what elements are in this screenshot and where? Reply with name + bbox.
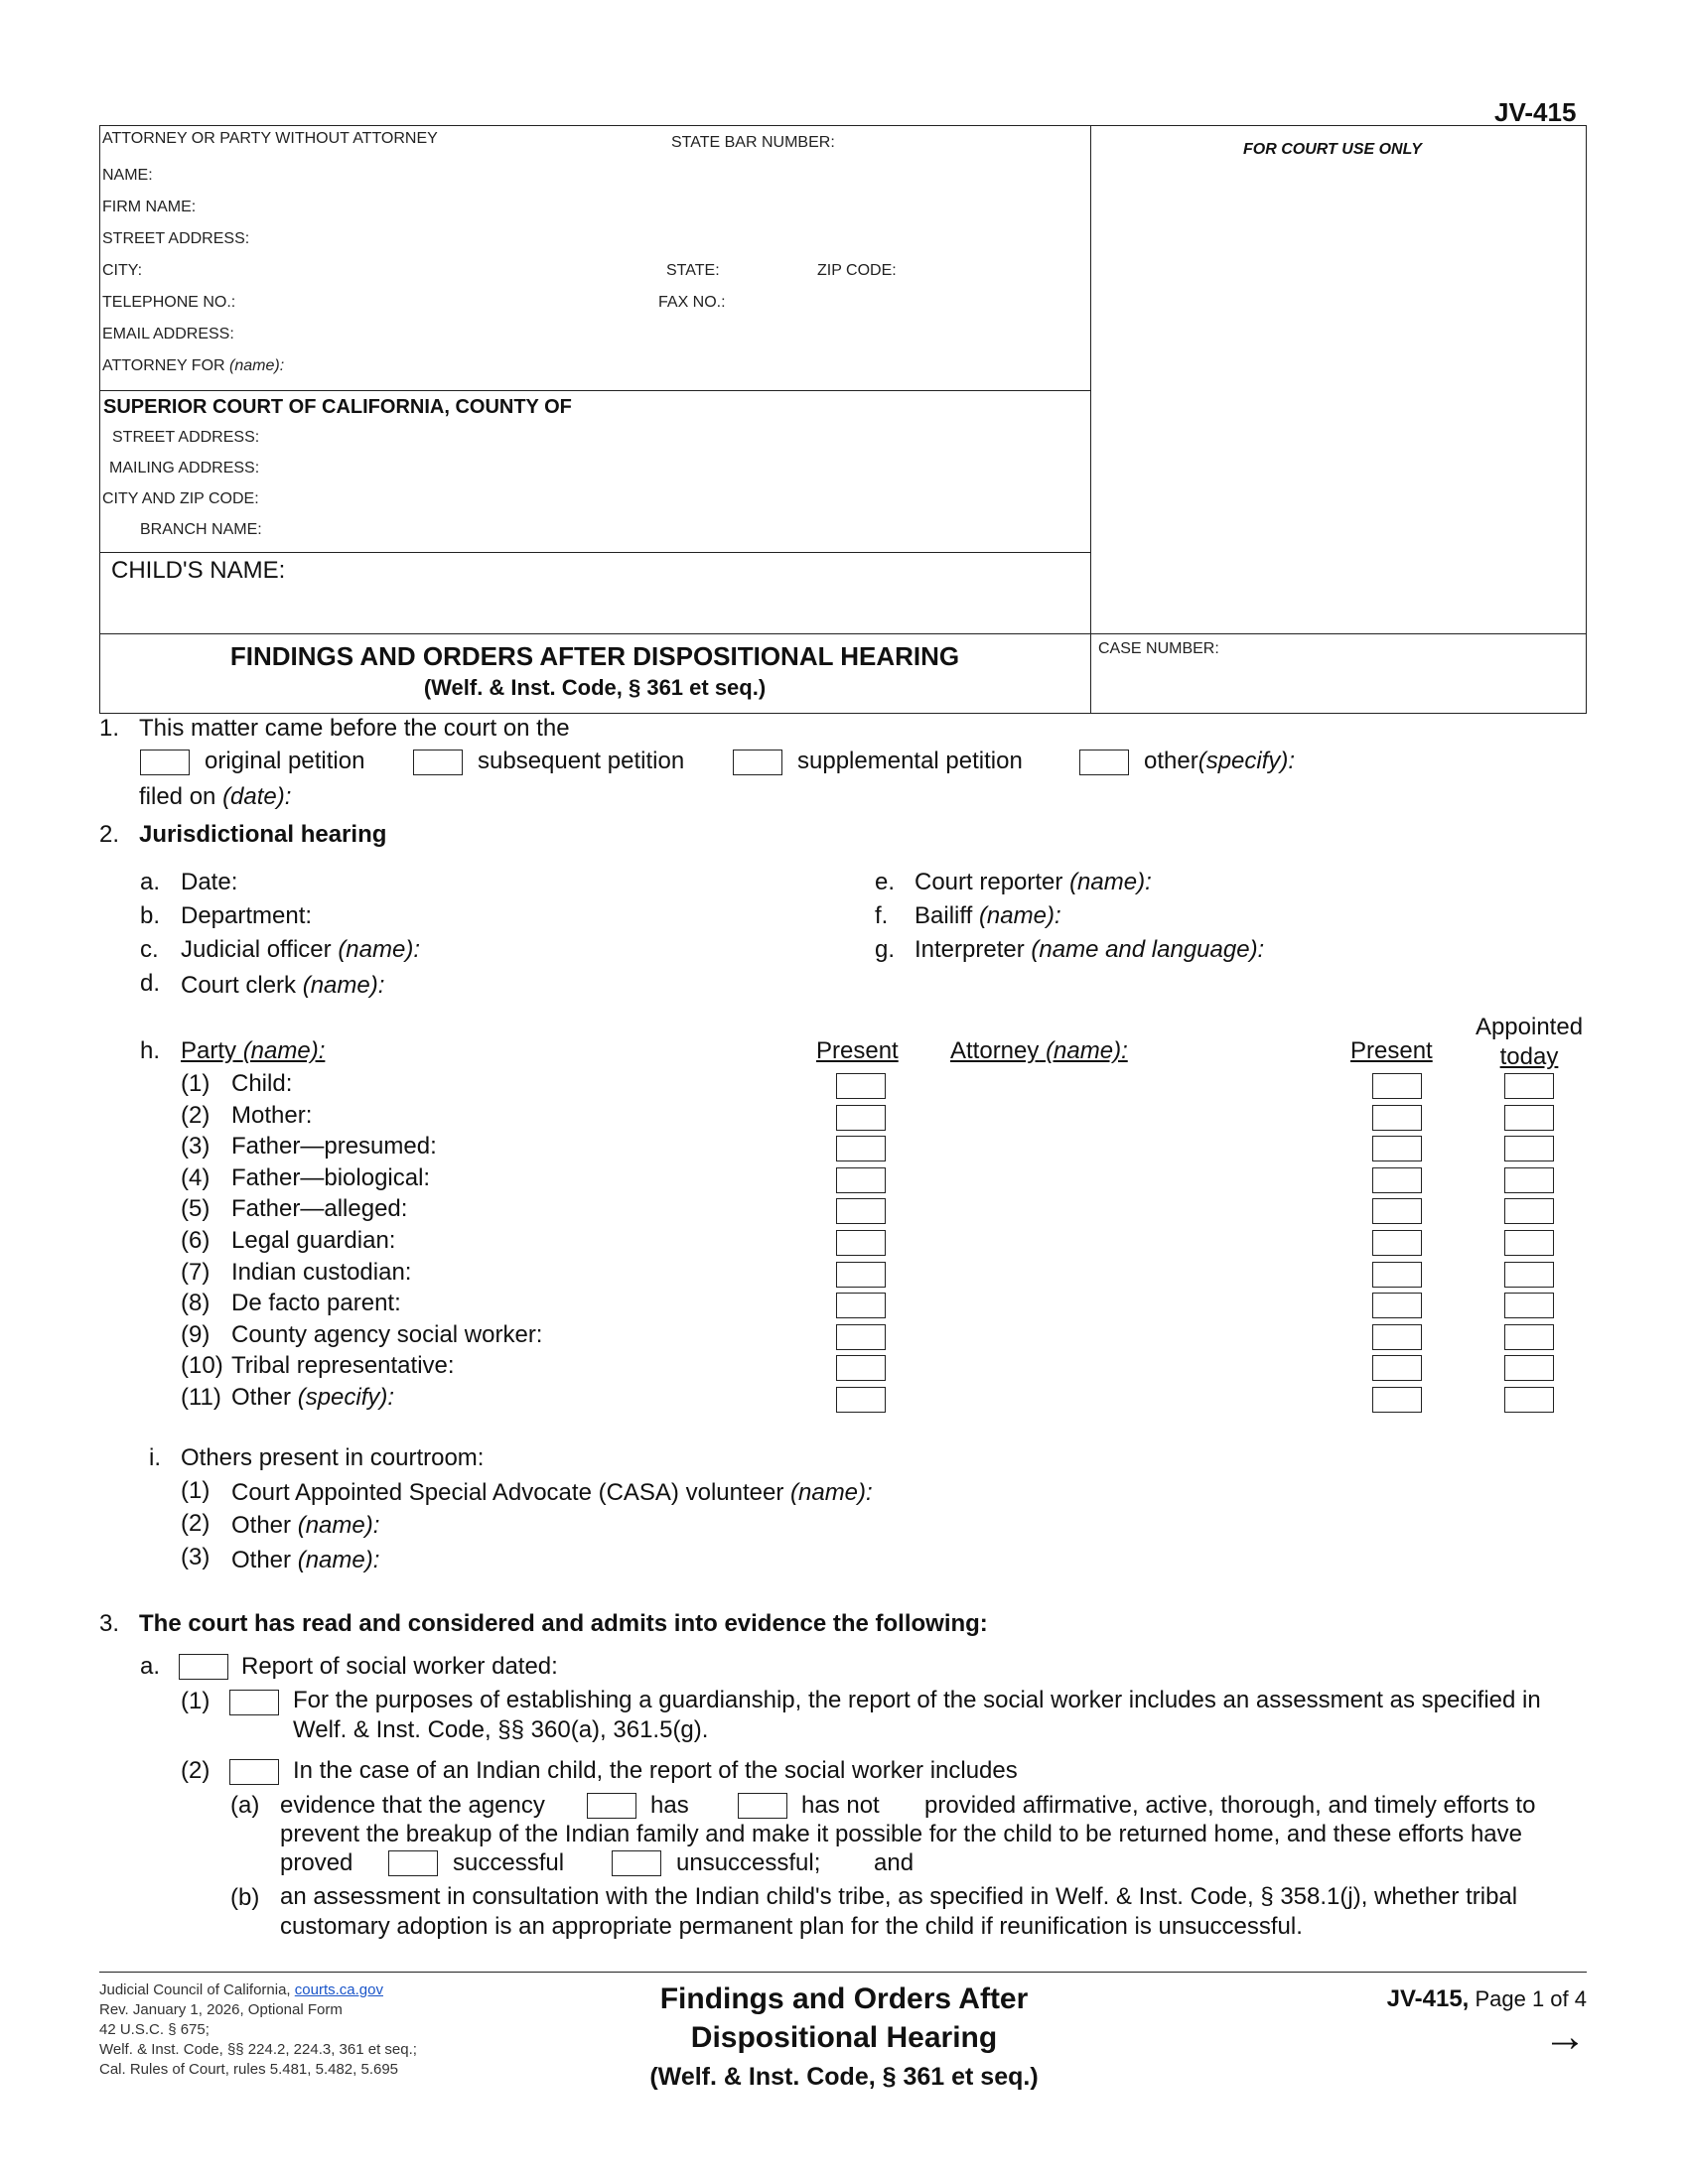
item3a1-number: (1) [181, 1688, 211, 1714]
party-row-label: Indian custodian: [231, 1259, 412, 1286]
footer-welf-code: Welf. & Inst. Code, §§ 224.2, 224.3, 361 et seq.; [99, 2041, 417, 2058]
footer-revision: Rev. January 1, 2026, Optional Form [99, 2001, 343, 2018]
appointed-today-checkbox[interactable] [1504, 1198, 1554, 1224]
appointed-today-checkbox[interactable] [1504, 1293, 1554, 1318]
field-f-letter: f. [875, 902, 889, 929]
attorney-present-checkbox[interactable] [1372, 1293, 1422, 1318]
party-row-label: Legal guardian: [231, 1227, 396, 1254]
party-present-header: Present [816, 1037, 899, 1064]
original-petition-label: original petition [205, 748, 365, 774]
attorney-present-checkbox[interactable] [1372, 1230, 1422, 1256]
field-b-letter: b. [140, 902, 161, 929]
appointed-header-line2: today [1499, 1043, 1559, 1070]
party-row-label: Mother: [231, 1102, 313, 1129]
attorney-present-checkbox[interactable] [1372, 1198, 1422, 1224]
party-present-checkbox[interactable] [836, 1355, 886, 1381]
party-row-label: Child: [231, 1070, 293, 1097]
next-page-arrow-icon[interactable]: → [1543, 2012, 1587, 2061]
party-present-checkbox[interactable] [836, 1136, 886, 1161]
appointed-header-line1: Appointed [1475, 1014, 1584, 1040]
others-3-label: Other (name): [231, 1547, 380, 1573]
party-row-label: County agency social worker: [231, 1321, 543, 1348]
subsequent-petition-checkbox[interactable] [413, 750, 463, 775]
bailiff-label: Bailiff (name): [914, 902, 1061, 929]
other-petition-checkbox[interactable] [1079, 750, 1129, 775]
others-1-number: (1) [181, 1477, 211, 1504]
others-present-title: Others present in courtroom: [181, 1444, 485, 1471]
form-title: FINDINGS AND ORDERS AFTER DISPOSITIONAL HEARING [229, 641, 960, 671]
court-city-zip-label: CITY AND ZIP CODE: [102, 490, 259, 507]
court-branch-label: BRANCH NAME: [140, 521, 262, 538]
department-label: Department: [181, 902, 313, 929]
party-row-label: De facto parent: [231, 1290, 401, 1316]
party-row-number: (7) [181, 1259, 211, 1286]
attorney-present-checkbox[interactable] [1372, 1262, 1422, 1288]
others-2-label: Other (name): [231, 1512, 380, 1539]
party-present-checkbox[interactable] [836, 1167, 886, 1193]
appointed-today-checkbox[interactable] [1504, 1230, 1554, 1256]
field-c-letter: c. [140, 936, 159, 963]
header-divider [1090, 125, 1091, 714]
courts-link[interactable]: courts.ca.gov [294, 1981, 383, 1998]
footer-page-info [1370, 1985, 1587, 2013]
party-present-checkbox[interactable] [836, 1262, 886, 1288]
party-row-number: (2) [181, 1102, 211, 1129]
field-h-letter: h. [140, 1037, 161, 1064]
casa-volunteer-label: Court Appointed Special Advocate (CASA) volunteer (name): [231, 1479, 873, 1506]
attorney-present-checkbox[interactable] [1372, 1105, 1422, 1131]
party-present-checkbox[interactable] [836, 1073, 886, 1099]
divider-title [99, 633, 1587, 634]
appointed-today-checkbox[interactable] [1504, 1136, 1554, 1161]
footer-rule [99, 1972, 1587, 1973]
appointed-today-checkbox[interactable] [1504, 1387, 1554, 1413]
state-label: STATE: [666, 262, 720, 279]
party-row-label: Other (specify): [231, 1384, 395, 1411]
party-row-number: (1) [181, 1070, 211, 1097]
other-petition-label: other(specify): [1144, 748, 1296, 774]
case-number-label: CASE NUMBER: [1098, 640, 1219, 657]
efforts-text: provided affirmative, active, thorough, and timely efforts to [924, 1792, 1536, 1819]
footer-title-line2: Dispositional Hearing [690, 2021, 998, 2054]
others-3-number: (3) [181, 1544, 211, 1570]
item2-number: 2. [99, 821, 120, 848]
court-street-label: STREET ADDRESS: [112, 429, 260, 446]
email-label: EMAIL ADDRESS: [102, 326, 234, 342]
subsequent-petition-label: subsequent petition [478, 748, 685, 774]
party-row-label: Father—alleged: [231, 1195, 408, 1222]
party-row-number: (4) [181, 1164, 211, 1191]
item3-number: 3. [99, 1610, 120, 1637]
name-label: NAME: [102, 167, 153, 184]
item3a2a-number: (a) [230, 1792, 260, 1819]
item3-title: The court has read and considered and admits into evidence the following: [139, 1610, 988, 1637]
agency-has-checkbox[interactable] [587, 1793, 636, 1819]
item1-number: 1. [99, 715, 120, 742]
footer-title-line3: (Welf. & Inst. Code, § 361 et seq.) [649, 2063, 1039, 2091]
report-social-worker-label: Report of social worker dated: [241, 1653, 558, 1680]
party-present-checkbox[interactable] [836, 1293, 886, 1318]
appointed-today-checkbox[interactable] [1504, 1105, 1554, 1131]
party-row-number: (3) [181, 1133, 211, 1160]
field-a-letter: a. [140, 869, 161, 895]
guardianship-assessment-text: For the purposes of establishing a guardianship, the report of the social worker includes an assessment as specified in Welf. & Inst. Code, §§ 360(a), 361.5(g). [293, 1687, 1541, 1743]
party-row-number: (5) [181, 1195, 211, 1222]
party-present-checkbox[interactable] [836, 1387, 886, 1413]
attorney-present-checkbox[interactable] [1372, 1387, 1422, 1413]
proved-label: proved [280, 1849, 353, 1876]
attorney-present-checkbox[interactable] [1372, 1073, 1422, 1099]
party-column-header: Party (name): [181, 1037, 326, 1064]
attorney-present-header: Present [1350, 1037, 1433, 1064]
successful-label: successful [453, 1849, 565, 1876]
attorney-present-checkbox[interactable] [1372, 1324, 1422, 1350]
court-clerk-label: Court clerk (name): [181, 972, 385, 999]
firm-label: FIRM NAME: [102, 199, 197, 215]
agency-has-not-checkbox[interactable] [738, 1793, 787, 1819]
appointed-today-checkbox[interactable] [1504, 1355, 1554, 1381]
attorney-column-header: Attorney (name): [950, 1037, 1128, 1064]
court-title: SUPERIOR COURT OF CALIFORNIA, COUNTY OF [103, 396, 572, 418]
agency-has-label: has [650, 1792, 689, 1819]
field-e-letter: e. [875, 869, 896, 895]
party-present-checkbox[interactable] [836, 1230, 886, 1256]
party-present-checkbox[interactable] [836, 1324, 886, 1350]
efforts-text-line2: prevent the breakup of the Indian family and make it possible for the child to be returned home, and these efforts have [280, 1821, 1522, 1847]
filed-on-label: filed on (date): [139, 783, 292, 810]
party-present-checkbox[interactable] [836, 1198, 886, 1224]
item3a2-number: (2) [181, 1757, 211, 1784]
unsuccessful-label: unsuccessful; [676, 1849, 821, 1876]
telephone-label: TELEPHONE NO.: [102, 294, 236, 311]
date-label: Date: [181, 869, 238, 895]
report-social-worker-checkbox[interactable] [179, 1654, 228, 1680]
court-reporter-label: Court reporter (name): [914, 869, 1152, 895]
appointed-today-checkbox[interactable] [1504, 1324, 1554, 1350]
court-use-label: FOR COURT USE ONLY [1243, 141, 1422, 158]
party-row-number: (8) [181, 1290, 211, 1316]
fax-label: FAX NO.: [658, 294, 726, 311]
party-row-label: Father—biological: [231, 1164, 431, 1191]
appointed-today-checkbox[interactable] [1504, 1262, 1554, 1288]
footer-title-line1: Findings and Orders After [659, 1982, 1029, 2015]
form-number: JV-415 [1494, 97, 1577, 127]
indian-child-report-checkbox[interactable] [229, 1759, 279, 1785]
zip-label: ZIP CODE: [817, 262, 897, 279]
city-label: CITY: [102, 262, 143, 279]
item2-title: Jurisdictional hearing [139, 821, 387, 848]
interpreter-label: Interpreter (name and language): [914, 936, 1265, 963]
header-frame [99, 125, 1587, 714]
item3a-letter: a. [140, 1653, 161, 1680]
judicial-officer-label: Judicial officer (name): [181, 936, 420, 963]
footer-rules-of-court: Cal. Rules of Court, rules 5.481, 5.482, 5.695 [99, 2061, 399, 2078]
form-subtitle: (Welf. & Inst. Code, § 361 et seq.) [423, 675, 767, 700]
attorney-present-checkbox[interactable] [1372, 1167, 1422, 1193]
supplemental-petition-checkbox[interactable] [733, 750, 782, 775]
party-present-checkbox[interactable] [836, 1105, 886, 1131]
party-row-number: (10) [181, 1352, 223, 1379]
attorney-present-checkbox[interactable] [1372, 1355, 1422, 1381]
party-row-number: (11) [181, 1384, 221, 1411]
attorney-present-checkbox[interactable] [1372, 1136, 1422, 1161]
field-d-letter: d. [140, 970, 161, 997]
original-petition-checkbox[interactable] [140, 750, 190, 775]
and-label: and [874, 1849, 914, 1876]
attorney-box-title: ATTORNEY OR PARTY WITHOUT ATTORNEY [102, 130, 438, 147]
state-bar-label: STATE BAR NUMBER: [671, 134, 835, 151]
appointed-today-checkbox[interactable] [1504, 1167, 1554, 1193]
unsuccessful-checkbox[interactable] [612, 1850, 661, 1876]
footer-usc: 42 U.S.C. § 675; [99, 2021, 210, 2038]
field-g-letter: g. [875, 936, 896, 963]
agency-evidence-text: evidence that the agency [280, 1792, 545, 1819]
party-row-number: (6) [181, 1227, 211, 1254]
item3a2b-number: (b) [230, 1884, 260, 1911]
successful-checkbox[interactable] [388, 1850, 438, 1876]
child-name-label: CHILD'S NAME: [111, 557, 286, 584]
tribal-assessment-text: an assessment in consultation with the Indian child's tribe, as specified in Welf. & Inst. Code, § 358.1(j), whether tribal customary adoption is an appropriate permanent plan for the child if reunification is unsuccessful. [280, 1883, 1518, 1940]
agency-has-not-label: has not [801, 1792, 880, 1819]
field-i-letter: i. [149, 1444, 161, 1471]
party-row-number: (9) [181, 1321, 211, 1348]
court-mailing-label: MAILING ADDRESS: [109, 460, 260, 477]
divider-court [99, 390, 1090, 391]
guardianship-assessment-checkbox[interactable] [229, 1690, 279, 1715]
others-2-number: (2) [181, 1510, 211, 1537]
attorney-for-label: ATTORNEY FOR (name): [102, 357, 285, 374]
indian-child-report-text: In the case of an Indian child, the report of the social worker includes [293, 1757, 1018, 1784]
divider-child [99, 552, 1090, 553]
footer-publisher: Judicial Council of California, courts.ca.gov [99, 1981, 383, 1998]
street-label: STREET ADDRESS: [102, 230, 250, 247]
appointed-today-checkbox[interactable] [1504, 1073, 1554, 1099]
item1-text: This matter came before the court on the [139, 715, 570, 742]
party-row-label: Father—presumed: [231, 1133, 437, 1160]
footer-page-number: Page 1 of 4 [1475, 1986, 1587, 2011]
footer-form-number: JV-415, [1386, 1985, 1470, 2012]
supplemental-petition-label: supplemental petition [797, 748, 1023, 774]
party-row-label: Tribal representative: [231, 1352, 455, 1379]
